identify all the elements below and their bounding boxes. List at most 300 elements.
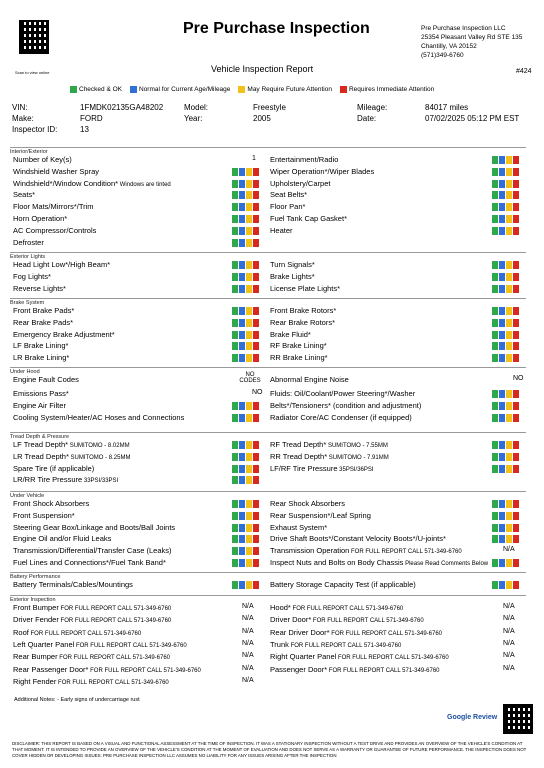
status-ok-box[interactable] bbox=[492, 524, 498, 532]
status-ok-box[interactable] bbox=[492, 273, 498, 281]
status-future-box[interactable] bbox=[246, 441, 252, 449]
status-normal-box[interactable] bbox=[499, 453, 505, 461]
status-ok-box[interactable] bbox=[492, 453, 498, 461]
status-boxes[interactable] bbox=[492, 414, 519, 422]
status-immediate-box[interactable] bbox=[513, 168, 519, 176]
inspection-item-right bbox=[270, 628, 442, 637]
status-normal-box[interactable] bbox=[239, 441, 245, 449]
status-boxes[interactable] bbox=[232, 476, 259, 484]
model-value: Freestyle bbox=[253, 103, 286, 112]
status-future-box[interactable] bbox=[506, 441, 512, 449]
status-immediate-box[interactable] bbox=[513, 390, 519, 398]
status-immediate-box[interactable] bbox=[253, 307, 259, 315]
status-immediate-box[interactable] bbox=[253, 285, 259, 293]
status-boxes[interactable] bbox=[232, 331, 259, 339]
status-ok-box[interactable] bbox=[232, 191, 238, 199]
status-future-box[interactable] bbox=[506, 354, 512, 362]
status-ok-box[interactable] bbox=[232, 307, 238, 315]
status-boxes[interactable] bbox=[232, 239, 259, 247]
status-normal-box[interactable] bbox=[499, 524, 505, 532]
status-normal-box[interactable] bbox=[239, 273, 245, 281]
status-normal-box[interactable] bbox=[239, 465, 245, 473]
status-immediate-box[interactable] bbox=[513, 319, 519, 327]
status-future-box[interactable] bbox=[506, 500, 512, 508]
status-boxes[interactable] bbox=[232, 227, 259, 235]
status-boxes[interactable] bbox=[232, 168, 259, 176]
status-ok-box[interactable] bbox=[492, 180, 498, 188]
status-ok-box[interactable] bbox=[232, 476, 238, 484]
status-boxes[interactable] bbox=[492, 168, 519, 176]
status-normal-box[interactable] bbox=[499, 215, 505, 223]
status-future-box[interactable] bbox=[246, 535, 252, 543]
status-immediate-box[interactable] bbox=[253, 261, 259, 269]
status-boxes[interactable] bbox=[232, 535, 259, 543]
status-immediate-box[interactable] bbox=[253, 168, 259, 176]
status-immediate-box[interactable] bbox=[513, 273, 519, 281]
status-future-box[interactable] bbox=[246, 215, 252, 223]
status-future-box[interactable] bbox=[246, 524, 252, 532]
status-future-box[interactable] bbox=[246, 307, 252, 315]
status-boxes[interactable] bbox=[492, 180, 519, 188]
status-future-box[interactable] bbox=[506, 390, 512, 398]
status-boxes[interactable] bbox=[232, 441, 259, 449]
status-normal-box[interactable] bbox=[239, 524, 245, 532]
status-future-box[interactable] bbox=[506, 581, 512, 589]
status-future-box[interactable] bbox=[246, 354, 252, 362]
status-ok-box[interactable] bbox=[232, 285, 238, 293]
status-immediate-box[interactable] bbox=[513, 227, 519, 235]
status-ok-box[interactable] bbox=[232, 180, 238, 188]
status-ok-box[interactable] bbox=[232, 414, 238, 422]
status-normal-box[interactable] bbox=[239, 581, 245, 589]
status-immediate-box[interactable] bbox=[513, 342, 519, 350]
status-future-box[interactable] bbox=[246, 331, 252, 339]
section-header: Battery Performance bbox=[10, 572, 526, 580]
inspection-item-left bbox=[13, 413, 184, 422]
status-boxes[interactable] bbox=[232, 203, 259, 211]
status-normal-box[interactable] bbox=[499, 307, 505, 315]
status-boxes[interactable] bbox=[232, 500, 259, 508]
status-immediate-box[interactable] bbox=[513, 500, 519, 508]
status-future-box[interactable] bbox=[506, 342, 512, 350]
status-future-box[interactable] bbox=[506, 261, 512, 269]
status-normal-box[interactable] bbox=[499, 402, 505, 410]
status-future-box[interactable] bbox=[506, 319, 512, 327]
status-boxes[interactable] bbox=[492, 156, 519, 164]
status-normal-box[interactable] bbox=[499, 581, 505, 589]
status-normal-box[interactable] bbox=[499, 273, 505, 281]
status-boxes[interactable] bbox=[492, 273, 519, 281]
status-future-box[interactable] bbox=[506, 227, 512, 235]
status-ok-box[interactable] bbox=[232, 261, 238, 269]
item-note: Windows are tinted bbox=[118, 181, 171, 188]
status-boxes[interactable] bbox=[492, 581, 519, 589]
vin-label: VIN: bbox=[12, 103, 28, 112]
status-boxes[interactable] bbox=[492, 500, 519, 508]
status-ok-box[interactable] bbox=[492, 215, 498, 223]
status-boxes[interactable] bbox=[232, 465, 259, 473]
status-immediate-box[interactable] bbox=[513, 524, 519, 532]
status-boxes[interactable] bbox=[492, 524, 519, 532]
status-normal-box[interactable] bbox=[239, 227, 245, 235]
status-boxes[interactable] bbox=[232, 512, 259, 520]
status-immediate-box[interactable] bbox=[513, 535, 519, 543]
status-normal-box[interactable] bbox=[499, 342, 505, 350]
status-future-box[interactable] bbox=[246, 319, 252, 327]
status-future-box[interactable] bbox=[246, 500, 252, 508]
status-normal-box[interactable] bbox=[499, 559, 505, 567]
status-immediate-box[interactable] bbox=[513, 559, 519, 567]
status-boxes[interactable] bbox=[232, 559, 259, 567]
status-boxes[interactable] bbox=[232, 342, 259, 350]
status-future-box[interactable] bbox=[506, 414, 512, 422]
status-immediate-box[interactable] bbox=[253, 319, 259, 327]
status-normal-box[interactable] bbox=[239, 476, 245, 484]
status-ok-box[interactable] bbox=[492, 203, 498, 211]
status-immediate-box[interactable] bbox=[253, 239, 259, 247]
status-immediate-box[interactable] bbox=[253, 476, 259, 484]
status-future-box[interactable] bbox=[506, 215, 512, 223]
status-ok-box[interactable] bbox=[232, 512, 238, 520]
status-normal-box[interactable] bbox=[499, 168, 505, 176]
mileage-label: Mileage: bbox=[357, 103, 388, 112]
status-boxes[interactable] bbox=[232, 547, 259, 555]
status-future-box[interactable] bbox=[506, 465, 512, 473]
status-ok-box[interactable] bbox=[232, 319, 238, 327]
status-ok-box[interactable] bbox=[492, 168, 498, 176]
status-ok-box[interactable] bbox=[232, 559, 238, 567]
status-normal-box[interactable] bbox=[499, 414, 505, 422]
status-future-box[interactable] bbox=[246, 559, 252, 567]
status-boxes[interactable] bbox=[232, 414, 259, 422]
status-boxes[interactable] bbox=[232, 581, 259, 589]
status-boxes[interactable] bbox=[492, 535, 519, 543]
status-immediate-box[interactable] bbox=[513, 441, 519, 449]
status-normal-box[interactable] bbox=[499, 319, 505, 327]
status-immediate-box[interactable] bbox=[253, 354, 259, 362]
status-boxes[interactable] bbox=[492, 354, 519, 362]
status-ok-box[interactable] bbox=[232, 500, 238, 508]
status-immediate-box[interactable] bbox=[513, 354, 519, 362]
status-future-box[interactable] bbox=[506, 307, 512, 315]
status-future-box[interactable] bbox=[246, 547, 252, 555]
status-future-box[interactable] bbox=[246, 512, 252, 520]
status-ok-box[interactable] bbox=[492, 331, 498, 339]
status-normal-box[interactable] bbox=[239, 354, 245, 362]
status-boxes[interactable] bbox=[492, 261, 519, 269]
status-boxes[interactable] bbox=[232, 402, 259, 410]
status-future-box[interactable] bbox=[506, 512, 512, 520]
status-ok-box[interactable] bbox=[492, 319, 498, 327]
status-ok-box[interactable] bbox=[232, 273, 238, 281]
status-normal-box[interactable] bbox=[499, 285, 505, 293]
status-immediate-box[interactable] bbox=[513, 453, 519, 461]
status-ok-box[interactable] bbox=[492, 227, 498, 235]
status-ok-box[interactable] bbox=[232, 453, 238, 461]
status-ok-box[interactable] bbox=[492, 535, 498, 543]
status-ok-box[interactable] bbox=[492, 191, 498, 199]
status-normal-box[interactable] bbox=[239, 215, 245, 223]
status-immediate-box[interactable] bbox=[253, 180, 259, 188]
status-normal-box[interactable] bbox=[239, 307, 245, 315]
status-future-box[interactable] bbox=[246, 414, 252, 422]
status-boxes[interactable] bbox=[492, 227, 519, 235]
status-normal-box[interactable] bbox=[239, 191, 245, 199]
status-immediate-box[interactable] bbox=[253, 342, 259, 350]
status-normal-box[interactable] bbox=[499, 203, 505, 211]
status-normal-box[interactable] bbox=[239, 559, 245, 567]
status-future-box[interactable] bbox=[246, 239, 252, 247]
status-normal-box[interactable] bbox=[239, 342, 245, 350]
status-normal-box[interactable] bbox=[499, 465, 505, 473]
status-immediate-box[interactable] bbox=[513, 307, 519, 315]
status-ok-box[interactable] bbox=[232, 441, 238, 449]
status-ok-box[interactable] bbox=[232, 524, 238, 532]
status-future-box[interactable] bbox=[246, 581, 252, 589]
status-future-box[interactable] bbox=[246, 285, 252, 293]
status-ok-box[interactable] bbox=[492, 581, 498, 589]
status-boxes[interactable] bbox=[492, 342, 519, 350]
status-future-box[interactable] bbox=[246, 402, 252, 410]
status-normal-box[interactable] bbox=[239, 547, 245, 555]
status-normal-box[interactable] bbox=[239, 402, 245, 410]
status-normal-box[interactable] bbox=[239, 203, 245, 211]
status-boxes[interactable] bbox=[492, 465, 519, 473]
status-immediate-box[interactable] bbox=[253, 273, 259, 281]
status-immediate-box[interactable] bbox=[253, 524, 259, 532]
item-value: NO bbox=[252, 389, 263, 396]
status-future-box[interactable] bbox=[246, 180, 252, 188]
status-boxes[interactable] bbox=[232, 285, 259, 293]
status-boxes[interactable] bbox=[492, 453, 519, 461]
item-label: Front Shock Absorbers bbox=[13, 499, 90, 508]
status-immediate-box[interactable] bbox=[513, 180, 519, 188]
status-normal-box[interactable] bbox=[499, 191, 505, 199]
status-normal-box[interactable] bbox=[499, 227, 505, 235]
status-normal-box[interactable] bbox=[239, 180, 245, 188]
status-immediate-box[interactable] bbox=[513, 331, 519, 339]
status-ok-box[interactable] bbox=[492, 402, 498, 410]
status-boxes[interactable] bbox=[492, 215, 519, 223]
status-ok-box[interactable] bbox=[232, 227, 238, 235]
status-future-box[interactable] bbox=[506, 331, 512, 339]
status-future-box[interactable] bbox=[506, 180, 512, 188]
status-immediate-box[interactable] bbox=[513, 203, 519, 211]
status-ok-box[interactable] bbox=[232, 354, 238, 362]
status-boxes[interactable] bbox=[232, 524, 259, 532]
status-boxes[interactable] bbox=[232, 307, 259, 315]
status-immediate-box[interactable] bbox=[253, 559, 259, 567]
status-normal-box[interactable] bbox=[499, 390, 505, 398]
item-value: NO bbox=[513, 375, 524, 382]
status-normal-box[interactable] bbox=[499, 441, 505, 449]
status-ok-box[interactable] bbox=[232, 331, 238, 339]
status-boxes[interactable] bbox=[492, 191, 519, 199]
vin-value: 1FMDK02135GA48202 bbox=[80, 103, 164, 112]
status-future-box[interactable] bbox=[506, 285, 512, 293]
status-immediate-box[interactable] bbox=[513, 156, 519, 164]
status-ok-box[interactable] bbox=[492, 465, 498, 473]
status-immediate-box[interactable] bbox=[253, 402, 259, 410]
status-immediate-box[interactable] bbox=[513, 414, 519, 422]
status-ok-box[interactable] bbox=[492, 261, 498, 269]
status-future-box[interactable] bbox=[246, 168, 252, 176]
legend-item-immediate: Requires Immediate Attention bbox=[340, 86, 434, 93]
item-label: Fuel Tank Cap Gasket* bbox=[270, 214, 347, 223]
status-boxes[interactable] bbox=[232, 273, 259, 281]
status-normal-box[interactable] bbox=[499, 512, 505, 520]
status-ok-box[interactable] bbox=[492, 441, 498, 449]
status-boxes[interactable] bbox=[492, 441, 519, 449]
status-ok-box[interactable] bbox=[232, 402, 238, 410]
status-future-box[interactable] bbox=[246, 203, 252, 211]
status-boxes[interactable] bbox=[232, 319, 259, 327]
status-immediate-box[interactable] bbox=[253, 581, 259, 589]
status-ok-box[interactable] bbox=[492, 500, 498, 508]
status-immediate-box[interactable] bbox=[253, 547, 259, 555]
status-immediate-box[interactable] bbox=[253, 453, 259, 461]
status-normal-box[interactable] bbox=[239, 239, 245, 247]
status-ok-box[interactable] bbox=[492, 512, 498, 520]
status-boxes[interactable] bbox=[492, 402, 519, 410]
status-ok-box[interactable] bbox=[232, 535, 238, 543]
status-ok-box[interactable] bbox=[232, 215, 238, 223]
status-normal-box[interactable] bbox=[239, 261, 245, 269]
status-immediate-box[interactable] bbox=[513, 215, 519, 223]
status-normal-box[interactable] bbox=[499, 156, 505, 164]
qr-code[interactable] bbox=[19, 20, 49, 54]
item-label: Seat Belts* bbox=[270, 190, 308, 200]
status-normal-box[interactable] bbox=[239, 535, 245, 543]
status-boxes[interactable] bbox=[492, 559, 519, 567]
status-boxes[interactable] bbox=[492, 307, 519, 315]
item-label: RF Brake Lining* bbox=[270, 341, 327, 351]
status-normal-box[interactable] bbox=[239, 453, 245, 461]
status-boxes[interactable] bbox=[232, 453, 259, 461]
google-review-link[interactable]: Google Review bbox=[447, 714, 498, 721]
status-boxes[interactable] bbox=[232, 180, 259, 188]
status-ok-box[interactable] bbox=[232, 203, 238, 211]
status-immediate-box[interactable] bbox=[253, 465, 259, 473]
status-normal-box[interactable] bbox=[499, 354, 505, 362]
status-normal-box[interactable] bbox=[499, 500, 505, 508]
status-future-box[interactable] bbox=[246, 476, 252, 484]
status-future-box[interactable] bbox=[246, 191, 252, 199]
status-immediate-box[interactable] bbox=[513, 402, 519, 410]
status-immediate-box[interactable] bbox=[253, 535, 259, 543]
status-immediate-box[interactable] bbox=[253, 203, 259, 211]
status-boxes[interactable] bbox=[492, 203, 519, 211]
status-ok-box[interactable] bbox=[232, 239, 238, 247]
status-boxes[interactable] bbox=[232, 261, 259, 269]
status-future-box[interactable] bbox=[506, 203, 512, 211]
status-ok-box[interactable] bbox=[492, 354, 498, 362]
status-future-box[interactable] bbox=[246, 261, 252, 269]
status-ok-box[interactable] bbox=[492, 285, 498, 293]
inspection-item-left bbox=[13, 306, 74, 315]
status-future-box[interactable] bbox=[246, 453, 252, 461]
status-future-box[interactable] bbox=[506, 453, 512, 461]
status-normal-box[interactable] bbox=[499, 535, 505, 543]
status-normal-box[interactable] bbox=[499, 331, 505, 339]
status-boxes[interactable] bbox=[232, 191, 259, 199]
status-boxes[interactable] bbox=[492, 319, 519, 327]
status-ok-box[interactable] bbox=[232, 342, 238, 350]
status-future-box[interactable] bbox=[506, 156, 512, 164]
status-normal-box[interactable] bbox=[499, 180, 505, 188]
status-immediate-box[interactable] bbox=[513, 512, 519, 520]
status-immediate-box[interactable] bbox=[513, 581, 519, 589]
status-boxes[interactable] bbox=[492, 512, 519, 520]
status-normal-box[interactable] bbox=[239, 319, 245, 327]
report-subtitle: Vehicle Inspection Report bbox=[211, 64, 314, 74]
status-future-box[interactable] bbox=[246, 273, 252, 281]
status-future-box[interactable] bbox=[246, 465, 252, 473]
status-immediate-box[interactable] bbox=[513, 465, 519, 473]
status-normal-box[interactable] bbox=[239, 500, 245, 508]
status-immediate-box[interactable] bbox=[253, 512, 259, 520]
status-normal-box[interactable] bbox=[239, 285, 245, 293]
status-future-box[interactable] bbox=[506, 559, 512, 567]
status-normal-box[interactable] bbox=[239, 331, 245, 339]
status-immediate-box[interactable] bbox=[253, 441, 259, 449]
status-boxes[interactable] bbox=[492, 331, 519, 339]
status-future-box[interactable] bbox=[506, 191, 512, 199]
status-future-box[interactable] bbox=[506, 524, 512, 532]
status-ok-box[interactable] bbox=[492, 342, 498, 350]
status-ok-box[interactable] bbox=[232, 547, 238, 555]
status-future-box[interactable] bbox=[506, 535, 512, 543]
item-label: Head Light Low*/High Beam* bbox=[13, 260, 111, 269]
status-immediate-box[interactable] bbox=[253, 331, 259, 339]
status-future-box[interactable] bbox=[246, 342, 252, 350]
status-immediate-box[interactable] bbox=[253, 215, 259, 223]
status-immediate-box[interactable] bbox=[253, 500, 259, 508]
status-immediate-box[interactable] bbox=[513, 191, 519, 199]
status-ok-box[interactable] bbox=[492, 559, 498, 567]
status-ok-box[interactable] bbox=[492, 390, 498, 398]
status-normal-box[interactable] bbox=[239, 512, 245, 520]
status-future-box[interactable] bbox=[506, 402, 512, 410]
item-note: FOR FULL REPORT CALL 571-349-6760 bbox=[88, 667, 201, 674]
status-ok-box[interactable] bbox=[492, 156, 498, 164]
item-label: LF Brake Lining* bbox=[13, 341, 69, 351]
status-immediate-box[interactable] bbox=[253, 414, 259, 422]
status-ok-box[interactable] bbox=[232, 581, 238, 589]
status-boxes[interactable] bbox=[492, 390, 519, 398]
inspection-item-left bbox=[13, 603, 171, 612]
status-future-box[interactable] bbox=[506, 168, 512, 176]
status-normal-box[interactable] bbox=[239, 414, 245, 422]
status-immediate-box[interactable] bbox=[513, 285, 519, 293]
status-normal-box[interactable] bbox=[499, 261, 505, 269]
status-immediate-box[interactable] bbox=[513, 261, 519, 269]
status-ok-box[interactable] bbox=[232, 168, 238, 176]
status-immediate-box[interactable] bbox=[253, 227, 259, 235]
item-value: NO CODES bbox=[239, 372, 261, 384]
status-boxes[interactable] bbox=[232, 215, 259, 223]
status-normal-box[interactable] bbox=[239, 168, 245, 176]
status-immediate-box[interactable] bbox=[253, 191, 259, 199]
status-ok-box[interactable] bbox=[492, 307, 498, 315]
status-boxes[interactable] bbox=[232, 354, 259, 362]
status-ok-box[interactable] bbox=[232, 465, 238, 473]
google-review-qr[interactable] bbox=[503, 704, 533, 734]
status-future-box[interactable] bbox=[506, 273, 512, 281]
status-boxes[interactable] bbox=[492, 285, 519, 293]
status-ok-box[interactable] bbox=[492, 414, 498, 422]
status-future-box[interactable] bbox=[246, 227, 252, 235]
